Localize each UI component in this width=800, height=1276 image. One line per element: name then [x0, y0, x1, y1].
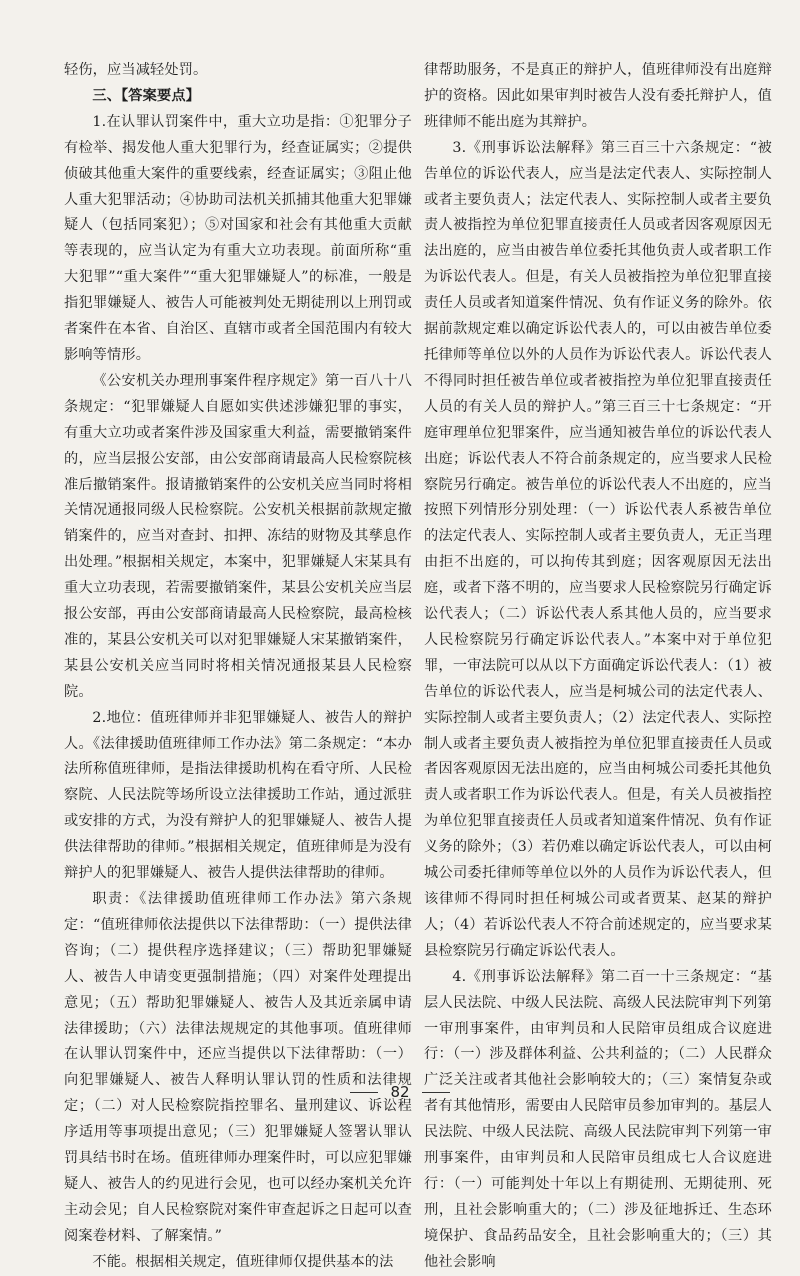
paragraph: 2.地位：值班律师并非犯罪嫌疑人、被告人的辩护人。《法律援助值班律师工作办法》第二条规定：“本办法所称值班律师，是指法律援助机构在看守所、人民检察院、人民法院等场所设立法律援助工作站，通过派驻或安排的方式，为没有辩护人的犯罪嫌疑人、被告人提供法律帮助的律师。”根据相关规定，值班律师是为没有辩护人的犯罪嫌疑人、被告人提供法律帮助的律师。 [64, 709, 412, 882]
page-footer [0, 1083, 800, 1101]
paragraph: 轻伤，应当减轻处罚。 [64, 62, 208, 78]
paragraph: 《公安机关办理刑事案件程序规定》第一百八十八条规定：“犯罪嫌疑人自愿如实供述涉嫌犯罪的事实，有重大立功或者案件涉及国家重大利益，需要撤销案件的，应当层报公安部，由公安部商请最高人民检察院核准后撤销案件。报请撤销案件的公安机关应当同时将相关情况通报同级人民检察院。公安机关根据前款规定撤销案件的，应当对查封、扣押、冻结的财物及其孳息作出处理。”根据相关规定，本案中，犯罪嫌疑人宋某具有重大立功表现，若需要撤销案件，某县公安机关应当层报公安部，再由公安部商请最高人民检察院，最高检核准的，某县公安机关可以对犯罪嫌疑人宋某撤销案件，某县公安机关应当同时将相关情况通报某县人民检察院。 [64, 372, 412, 700]
footer-dash-left [350, 1092, 378, 1093]
paragraph: 律帮助服务，不是真正的辩护人，值班律师没有出庭辩护的资格。因此如果审判时被告人没有委托辩护人，值班律师不能出庭为其辩护。 [424, 62, 772, 130]
paragraph: 1.在认罪认罚案件中，重大立功是指：①犯罪分子有检举、揭发他人重大犯罪行为，经查证属实；②提供侦破其他重大案件的重要线索，经查证属实；③阻止他人重大犯罪活动；④协助司法机关抓捕其他重大犯罪嫌疑人（包括同案犯）；⑤对国家和社会有其他重大贡献等表现的，应当认定为有重大立功表现。前面所称“重大犯罪”“重大案件”“重大犯罪嫌疑人”的标准，一般是指犯罪嫌疑人、被告人可能被判处无期徒刑以上刑罚或者案件在本省、自治区、直辖市或者全国范围内有较大影响等情形。 [64, 113, 412, 363]
page-number: 82 [390, 1083, 410, 1101]
paragraph: 4.《刑事诉讼法解释》第二百一十三条规定：“基层人民法院、中级人民法院、高级人民法院审判下列第一审刑事案件，由审判员和人民陪审员组成合议庭进行：（一）涉及群体利益、公共利益的；（二）人民群众广泛关注或者其他社会影响较大的；（三）案情复杂或者有其他情形，需要由人民陪审员参加审判的。基层人民法院、中级人民法院、高级人民法院审判下列第一审刑事案件，由审判员和人民陪审员组成七人合议庭进行：（一）可能判处十年以上有期徒刑、无期徒刑、死刑，且社会影响重大的；（二）涉及征地拆迁、生态环境保护、食品药品安全，且社会影响重大的；（三）其他社会影响 [424, 968, 772, 1270]
paragraph: 3.《刑事诉讼法解释》第三百三十六条规定：“被告单位的诉讼代表人，应当是法定代表人、实际控制人或者主要负责人；法定代表人、实际控制人或者主要负责人被指控为单位犯罪直接责任人员或者因客观原因无法出庭的，应当由被告单位委托其他负责人或者职工作为诉讼代表人。但是，有关人员被指控为单位犯罪直接责任人员或者知道案件情况、负有作证义务的除外。依据前款规定难以确定诉讼代表人的，可以由被告单位委托律师等单位以外的人员作为诉讼代表人。诉讼代表人不得同时担任被告单位或者被指控为单位犯罪直接责任人员的有关人员的辩护人。”第三百三十七条规定：“开庭审理单位犯罪案件，应当通知被告单位的诉讼代表人出庭；诉讼代表人不符合前条规定的，应当要求人民检察院另行确定。被告单位的诉讼代表人不出庭的，应当按照下列情形分别处理：（一）诉讼代表人系被告单位的法定代表人、实际控制人或者主要负责人，无正当理由拒不出庭的，可以拘传其到庭；因客观原因无法出庭，或者下落不明的，应当要求人民检察院另行确定诉讼代表人；（二）诉讼代表人系其他人员的，应当要求人民检察院另行确定诉讼代表人。”本案中对于单位犯罪，一审法院可以从以下方面确定诉讼代表人：（1）被告单位的诉讼代表人，应当是柯城公司的法定代表人、实际控制人或者主要负责人；（2）法定代表人、实际控制人或者主要负责人被指控为单位犯罪直接责任人员或者因客观原因无法出庭的，应当由柯城公司委托其他负责人或者职工作为诉讼代表人。但是，有关人员被指控为单位犯罪直接责任人员或者知道案件情况、负有作证义务的除外；（3）若仍难以确定诉讼代表人，可以由柯城公司委托律师等单位以外的人员作为诉讼代表人，但该律师不得同时担任柯城公司或者贾某、赵某的辩护人；（4）若诉讼代表人不符合前述规定的，应当要求某县检察院另行确定诉讼代表人。 [424, 139, 772, 959]
paragraph: 职责：《法律援助值班律师工作办法》第六条规定：“值班律师依法提供以下法律帮助：（一）提供法律咨询；（二）提供程序选择建议；（三）帮助犯罪嫌疑人、被告人申请变更强制措施；（四）对案件处理提出意见；（五）帮助犯罪嫌疑人、被告人及其近亲属申请法律援助；（六）法律法规规定的其他事项。值班律师在认罪认罚案件中，还应当提供以下法律帮助：（一）向犯罪嫌疑人、被告人释明认罪认罚的性质和法律规定；（二）对人民检察院指控罪名、量刑建议、诉讼程序适用等事项提出意见；（三）犯罪嫌疑人签署认罪认罚具结书时在场。值班律师办理案件时，可以应犯罪嫌疑人、被告人的约见进行会见，也可以经办案机关允许主动会见；自人民检察院对案件审查起诉之日起可以查阅案卷材料、了解案情。” [64, 891, 412, 1244]
paragraph: 不能。根据相关规定，值班律师仅提供基本的法 [92, 1253, 394, 1270]
footer-dash-right [422, 1092, 450, 1093]
section-heading: 三、【答案要点】 [92, 87, 200, 104]
